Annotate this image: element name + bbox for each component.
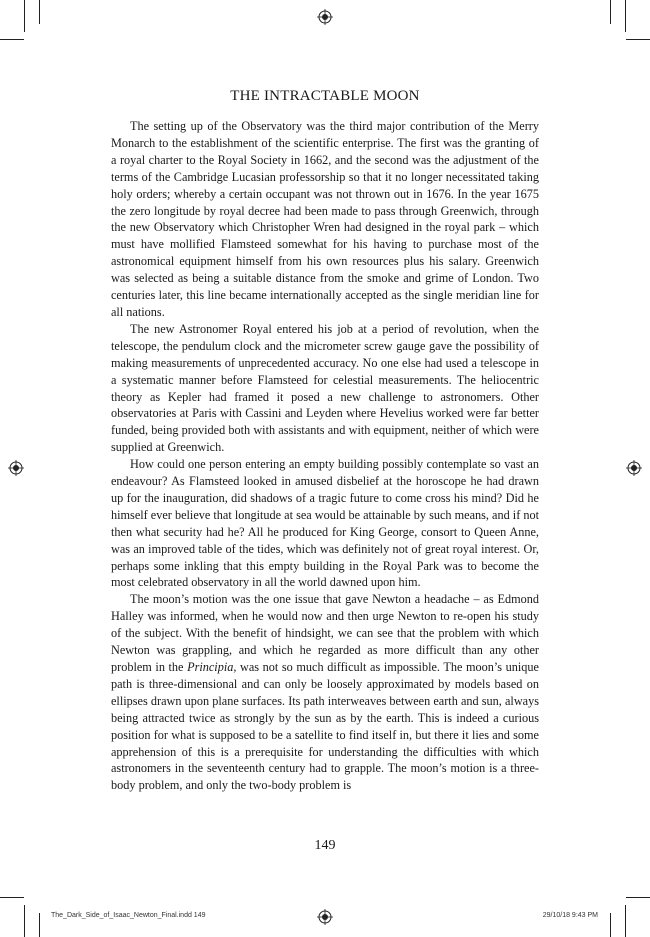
crop-mark	[625, 905, 626, 937]
paragraph	[111, 591, 539, 794]
text-run: The moon’s motion was the one issue that gave Newton a headache – as Edmond Halley was informed, when he would now and then urge Newton to re-open his study of the subject. With the benefit of hindsight, we can see that the problem with which Newton was grappling, and which he regarded as more difficult than any other problem in the	[111, 592, 539, 674]
crop-mark	[626, 39, 650, 40]
registration-mark-icon	[317, 909, 333, 925]
registration-mark-icon	[8, 460, 24, 476]
crop-mark	[625, 0, 626, 32]
text-run: The new Astronomer Royal entered his job at a period of revolution, when the telescope, the pendulum clock and the micrometer screw gauge gave the possibility of making measurements of unprecedented accuracy. No one else had used a telescope in a systematic manner before Flamsteed for celestial measurements. The heliocentric theory as Kepler had framed it posed a new challenge to astronomers. Other observatories at Paris with Cassini and Leyden where Hevelius worked were far better funded, being provided both with assistants and with equipment, neither of which were supplied at Greenwich.	[111, 321, 539, 455]
body-text	[111, 118, 539, 794]
slug-filename: The_Dark_Side_of_Isaac_Newton_Final.indd 149	[51, 912, 206, 919]
paragraph	[111, 321, 539, 456]
slug-timestamp: 29/10/18 9:43 PM	[542, 912, 598, 919]
paragraph	[111, 456, 539, 591]
crop-mark	[0, 897, 24, 898]
text-run: , was not so much difficult as impossible. The moon’s unique path is three-dimensional and can only be loosely approximated by models based on ellipses drawn upon plane surfaces. Its path interweaves between earth and sun, always being attracted twice as strongly by the sun as by the earth. This is indeed a curious position for what is supposed to be a satellite to find itself in, but there it lies and some apprehension of this is a prerequisite for understanding the difficulties with which astronomers in the seventeenth century had to grapple. The moon’s motion is a three-body problem, and only the two-body problem is	[111, 660, 539, 793]
paragraph	[111, 118, 539, 321]
text-run: The setting up of the Observatory was the third major contribution of the Merry Monarch to the establishment of the scientific enterprise. The first was the granting of a royal charter to the Royal Society in 1662, and the second was the adjustment of the terms of the Cambridge Lucasian professorship so that it no longer necessitated taking holy orders; whereby a certain occupant was not thrown out in 1676. In the year 1675 the zero longitude by royal decree had been made to pass through Greenwich, through the new Observatory which Christopher Wren had designed in the royal park – which must have mollified Flamsteed somewhat for his having to purchase most of the astronomical equipment himself from his own resources plus his salary. Greenwich was selected as being a suitable distance from the smoke and grime of London. Two centuries later, this line became internationally accepted as the single meridian line for all nations.	[111, 119, 539, 319]
text-run: How could one person entering an empty building possibly contemplate so vast an endeavour? As Flamsteed looked in amused disbelief at the horoscope he had drawn up for the inauguration, did shadows of a tragic future to come cross his mind? Did he himself ever believe that longitude at sea would be attainable by such means, and if not then what security had he? All he produced for King George, consort to Queen Anne, was an improved table of the tides, which was definitely not of great royal interest. Or, perhaps some inkling that this empty building in the Royal Park was to become the most celebrated observatory in all the world dawned upon him.	[111, 457, 539, 590]
running-head: THE INTRACTABLE MOON	[230, 88, 420, 104]
page-number: 149	[314, 838, 336, 853]
crop-mark	[24, 905, 25, 937]
crop-mark	[0, 39, 24, 40]
crop-mark	[24, 0, 25, 32]
italic-title: Principia	[187, 660, 234, 674]
crop-mark	[39, 0, 40, 24]
crop-mark	[626, 897, 650, 898]
crop-mark	[610, 913, 611, 937]
crop-mark	[39, 913, 40, 937]
registration-mark-icon	[626, 460, 642, 476]
registration-mark-icon	[317, 9, 333, 25]
crop-mark	[610, 0, 611, 24]
